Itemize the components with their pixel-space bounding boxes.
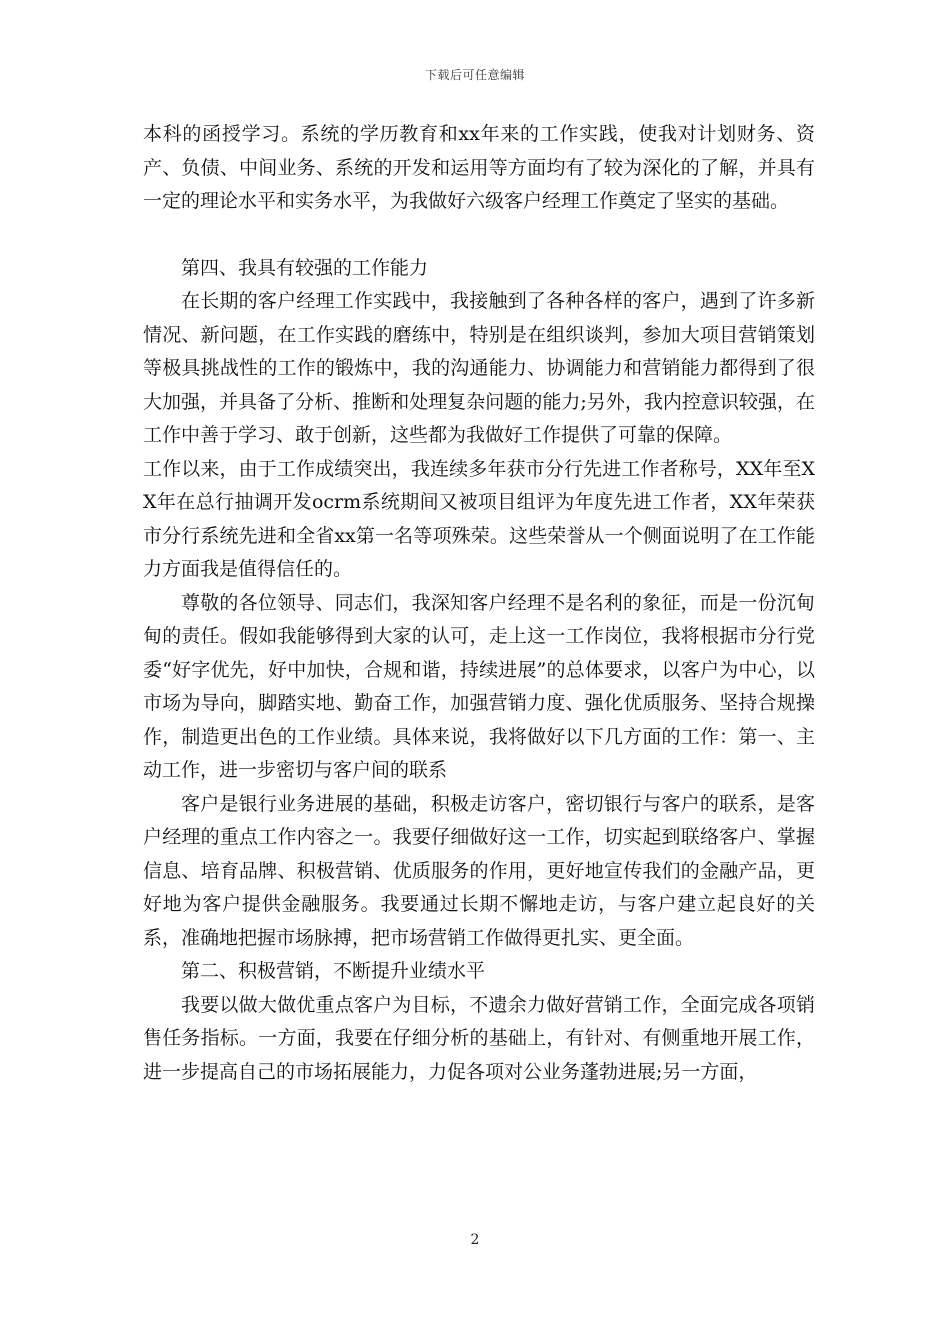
section-heading-second: 第二、积极营销，不断提升业绩水平: [181, 960, 486, 982]
paragraph-honors: 工作以来，由于工作成绩突出，我连续多年获市分行先进工作者称号，XX年至XX年在总行抽调开发ocrm系统期间又被项目组评为年度先进工作者，XX年荣获市分行系统先进和全省xx第一名等项殊荣。这些荣誉从一个侧面说明了在工作能力方面我是值得信任的。: [143, 457, 815, 580]
paragraph-client-relations: 客户是银行业务进展的基础，积极走访客户，密切银行与客户的联系，是客户经理的重点工作内容之一。我要仔细做好这一工作，切实起到联络客户、掌握信息、培育品牌、积极营销、优质服务的作用，更好地宣传我们的金融产品，更好地为客户提供金融服务。我要通过长期不懈地走访，与客户建立起良好的关系，准确地把握市场脉搏，把市场营销工作做得更扎实、更全面。: [143, 792, 815, 949]
page-header: 下载后可任意编辑: [424, 68, 525, 82]
paragraph-spacer: [143, 219, 815, 252]
section-heading-fourth: 第四、我具有较强的工作能力: [181, 256, 429, 279]
paragraph-work-ability: 在长期的客户经理工作实践中，我接触到了各种各样的客户，遇到了许多新情况、新问题，在工作实践的磨练中，特别是在组织谈判，参加大项目营销策划等极具挑战性的工作的锻炼中，我的沟通能力、协调能力和营销能力都得到了很大加强，并具备了分析、推断和处理复杂问题的能力;另外，我内控意识较强，在工作中善于学习、敢于创新，这些都为我做好工作提供了可靠的保障。: [143, 290, 815, 446]
paragraph-education: 本科的函授学习。系统的学历教育和xx年来的工作实践，使我对计划财务、资产、负债、中间业务、系统的开发和运用等方面均有了较为深化的了解，并具有一定的理论水平和实务水平，为我做好六级客户经理工作奠定了坚实的基础。: [143, 123, 815, 212]
paragraph-commitment: 尊敬的各位领导、同志们，我深知客户经理不是名利的象征，而是一份沉甸甸的责任。假如我能够得到大家的认可，走上这一工作岗位，我将根据市分行党委“好字优先，好中加快，合规和谐，持续进展”的总体要求，以客户为中心，以市场为导向，脚踏实地、勤奋工作，加强营销力度、强化优质服务、坚持合规操作，制造更出色的工作业绩。具体来说，我将做好以下几方面的工作：第一、主动工作，进一步密切与客户间的联系: [143, 591, 815, 781]
page-number: 2: [470, 1232, 480, 1248]
document-body: [143, 118, 815, 1089]
paragraph-marketing: 我要以做大做优重点客户为目标，不遗余力做好营销工作，全面完成各项销售任务指标。一方面，我要在仔细分析的基础上，有针对、有侧重地开展工作，进一步提高自己的市场拓展能力，力促各项对公业务蓬勃进展;另一方面，: [143, 993, 815, 1083]
